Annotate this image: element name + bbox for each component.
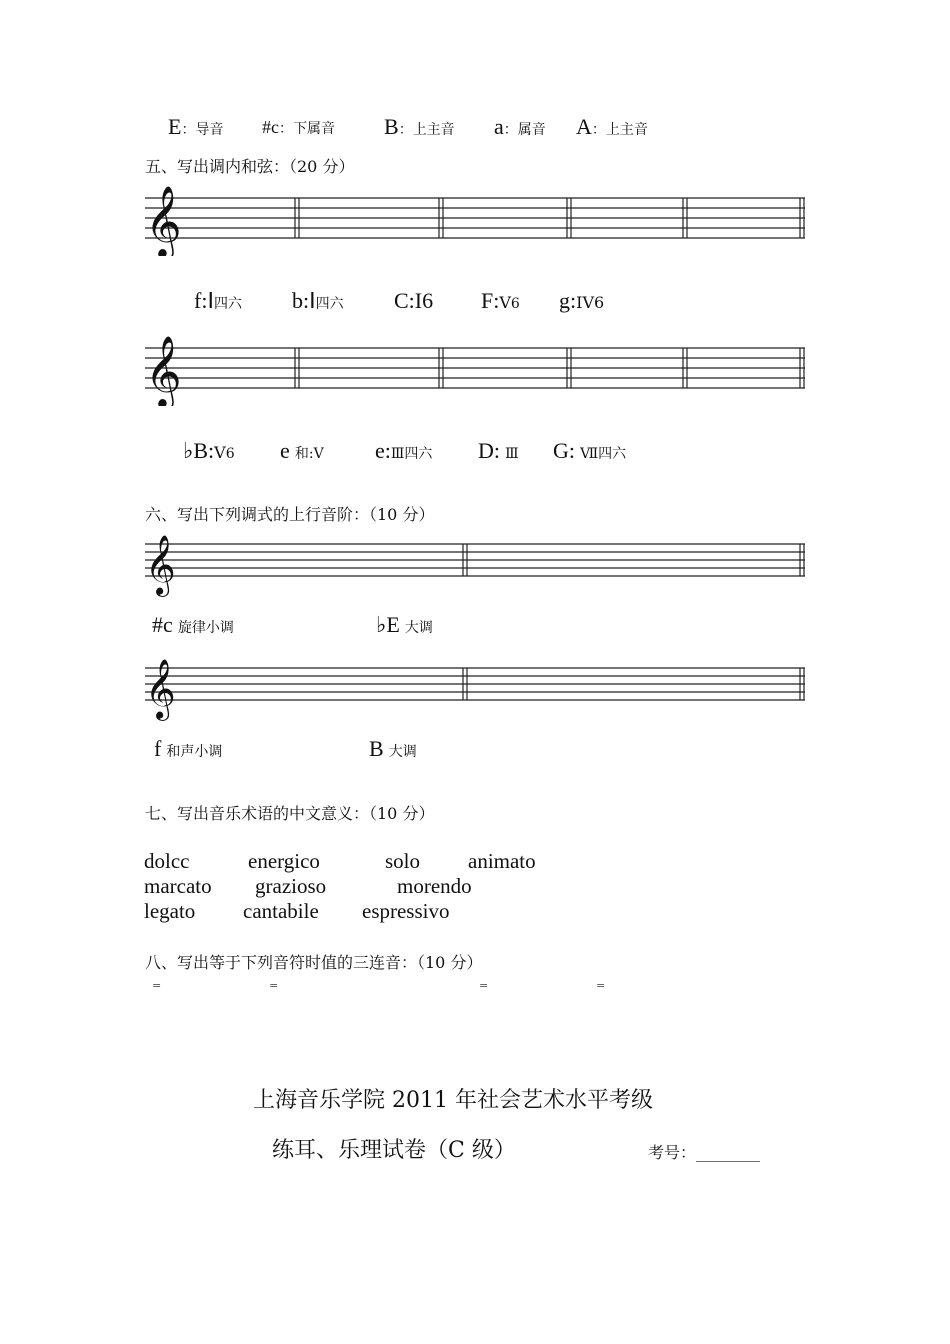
scale-key: f (154, 736, 162, 761)
term: cantabile (243, 899, 319, 923)
term: morendo (397, 874, 472, 898)
chord-numeral: Ⅲ (505, 446, 519, 462)
chord-suffix: 四六 (598, 446, 627, 462)
s4-item-2 (262, 117, 335, 138)
s5-chord-3 (394, 288, 433, 314)
treble-clef-icon: 𝄞 (145, 334, 182, 406)
s6-scale-3 (154, 736, 222, 762)
chord-key: ♭B: (183, 438, 215, 463)
chord-numeral: I6 (414, 288, 434, 313)
term: legato (144, 899, 196, 923)
s5-chord-5 (559, 288, 604, 314)
chord-suffix: 四六 (404, 446, 433, 462)
scale-label: 和声小调 (166, 744, 223, 760)
term: solo (385, 849, 421, 873)
chord-suffix: 6 (225, 446, 235, 462)
term: dolcc (144, 849, 190, 873)
scale-label: 旋律小调 (177, 620, 234, 636)
chord-key: G: (553, 438, 575, 463)
treble-clef-icon: 𝄞 (145, 659, 176, 719)
s4-key: B (384, 114, 399, 139)
chord-numeral: IV6 (576, 293, 605, 312)
chord-key: e: (375, 438, 391, 463)
equals-sign: = (152, 979, 162, 992)
equals-sign: = (596, 979, 606, 992)
scale-label: 大调 (404, 620, 433, 636)
term: energico (248, 849, 320, 873)
s5-chord-6 (183, 438, 235, 464)
section7-heading: 七、写出音乐术语的中文意义：（10 分） (145, 804, 435, 823)
exam-title: 上海音乐学院 2011 年社会艺术水平考级 (253, 1088, 653, 1113)
chord-numeral: 和:V (294, 446, 324, 462)
chord-suffix: 四六 (315, 296, 344, 312)
s4-label: 上主音 (605, 122, 648, 138)
s5-chord-1 (194, 288, 242, 314)
chord-numeral: V (499, 293, 511, 312)
scale-key: ♭E (376, 612, 400, 637)
treble-clef-icon: 𝄞 (145, 535, 176, 595)
exam-number-label: 考号： (648, 1143, 697, 1162)
chord-numeral: Ⅶ (580, 446, 599, 462)
s4-label: 导音 (195, 122, 224, 138)
equals-sign: = (269, 979, 279, 992)
s4-label: 下属音 (293, 121, 335, 137)
term: grazioso (255, 874, 327, 898)
s6-scale-2 (376, 612, 433, 638)
scale-key: #c (152, 612, 173, 637)
chord-key: D: (478, 438, 500, 463)
chord-key: F: (481, 288, 500, 313)
s4-item-5 (576, 114, 648, 140)
s4-item-1 (168, 114, 223, 140)
s5-chord-9 (478, 438, 519, 464)
s4-sep: ： (591, 122, 606, 138)
staff-6b (145, 652, 810, 722)
chord-numeral: Ⅰ (309, 288, 316, 313)
chord-key: g: (559, 288, 577, 313)
s4-item-4 (494, 114, 546, 140)
term: espressivo (362, 899, 450, 923)
chord-suffix: 6 (510, 296, 520, 312)
exam-number (648, 1140, 760, 1163)
s4-sep: ： (181, 122, 196, 138)
chord-key: C: (394, 288, 415, 313)
s5-chord-4 (481, 288, 520, 314)
s5-chord-7 (280, 438, 324, 464)
s4-sep: ： (279, 121, 293, 137)
scale-label: 大调 (388, 744, 417, 760)
s6-scale-1 (152, 612, 234, 638)
section6-heading: 六、写出下列调式的上行音阶：（10 分） (145, 505, 435, 524)
exam-number-blank[interactable]: ________ (696, 1143, 761, 1162)
s4-key: E (168, 114, 182, 139)
section8-heading: 八、写出等于下列音符时值的三连音：（10 分） (145, 953, 483, 972)
s6-scale-4 (369, 736, 417, 762)
chord-key: f: (194, 288, 208, 313)
s4-key: #c (262, 117, 279, 137)
treble-clef-icon: 𝄞 (145, 184, 182, 256)
s4-key: a (494, 114, 504, 139)
term: animato (468, 849, 536, 873)
chord-suffix: 四六 (213, 296, 242, 312)
chord-numeral: Ⅰ (207, 288, 214, 313)
term: marcato (144, 874, 212, 898)
s5-chord-10 (553, 438, 626, 464)
s5-chord-2 (292, 288, 344, 314)
s4-key: A (576, 114, 592, 139)
s4-sep: ： (398, 122, 413, 138)
staff-6a (145, 528, 810, 598)
s4-item-3 (384, 114, 455, 140)
chord-numeral: V (214, 443, 226, 462)
exam-subtitle: 练耳、乐理试卷（C 级） (272, 1138, 516, 1163)
staff-5a (145, 180, 810, 256)
chord-key: e (280, 438, 290, 463)
s5-chord-8 (375, 438, 432, 464)
s4-label: 属音 (517, 122, 546, 138)
chord-key: b: (292, 288, 310, 313)
section5-heading: 五、写出调内和弦：（20 分） (145, 157, 355, 176)
s4-label: 上主音 (412, 122, 455, 138)
equals-sign: = (479, 979, 489, 992)
s4-sep: ： (503, 122, 518, 138)
chord-numeral: Ⅲ (390, 446, 405, 462)
staff-5b (145, 330, 810, 406)
scale-key: B (369, 736, 384, 761)
